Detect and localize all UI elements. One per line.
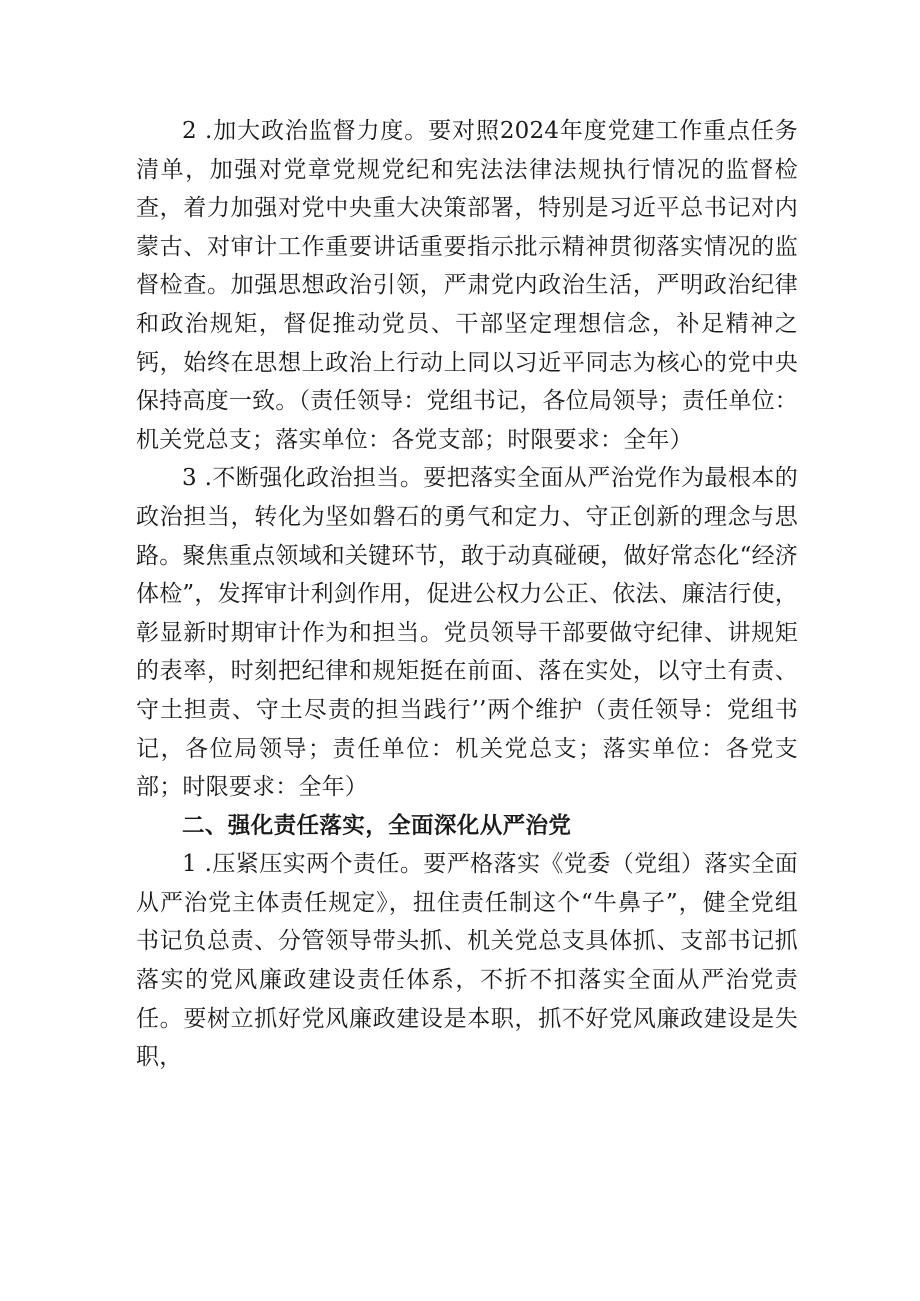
section-heading: 二、强化责任落实，全面深化从严治党 [182,812,572,839]
paragraph-two-responsibilities: 1 .压紧压实两个责任。要严格落实《党委（党组）落实全面从严治党主体责任规定》，扭住责任制这个“牛鼻子”，健全党组书记负总责、分管领导带头抓、机关党总支具体抓、支部书记抓落实的党风廉政建设责任体系，不折不扣落实全面从严治党责任。要树立抓好党风廉政建设是本职，抓不好党风廉政建设是失职， [136,851,798,1071]
paragraph-political-responsibility: 3 .不断强化政治担当。要把落实全面从严治党作为最根本的政治担当，转化为坚如磐石的勇气和定力、守正创新的理念与思路。聚焦重点领域和关键环节，敢于动真碰硬，做好常态化“经济体检”，发挥审计利剑作用，促进公权力公正、依法、廉洁行使，彰显新时期审计作为和担当。党员领导干部要做守纪律、讲规矩的表率，时刻把纪律和规矩挺在前面、落在实处，以守土有责、守土担责、守土尽责的担当践行’’两个维护（责任领导：党组书记，各位局领导；责任单位：机关党总支；落实单位：各党支部；时限要求：全年） [136,465,798,801]
paragraph-political-supervision: 2 .加大政治监督力度。要对照2024年度党建工作重点任务清单，加强对党章党规党纪和宪法法律法规执行情况的监督检查，着力加强对党中央重大决策部署，特别是习近平总书记对内蒙古、对审计工作重要讲话重要指示批示精神贯彻落实情况的监督检查。加强思想政治引领，严肃党内政治生活，严明政治纪律和政治规矩，督促推动党员、干部坚定理想信念，补足精神之钙，始终在思想上政治上行动上同以习近平同志为核心的党中央保持高度一致。（责任领导：党组书记，各位局领导；责任单位：机关党总支；落实单位：各党支部；时限要求：全年） [136,118,798,453]
document-body [136,112,798,1077]
